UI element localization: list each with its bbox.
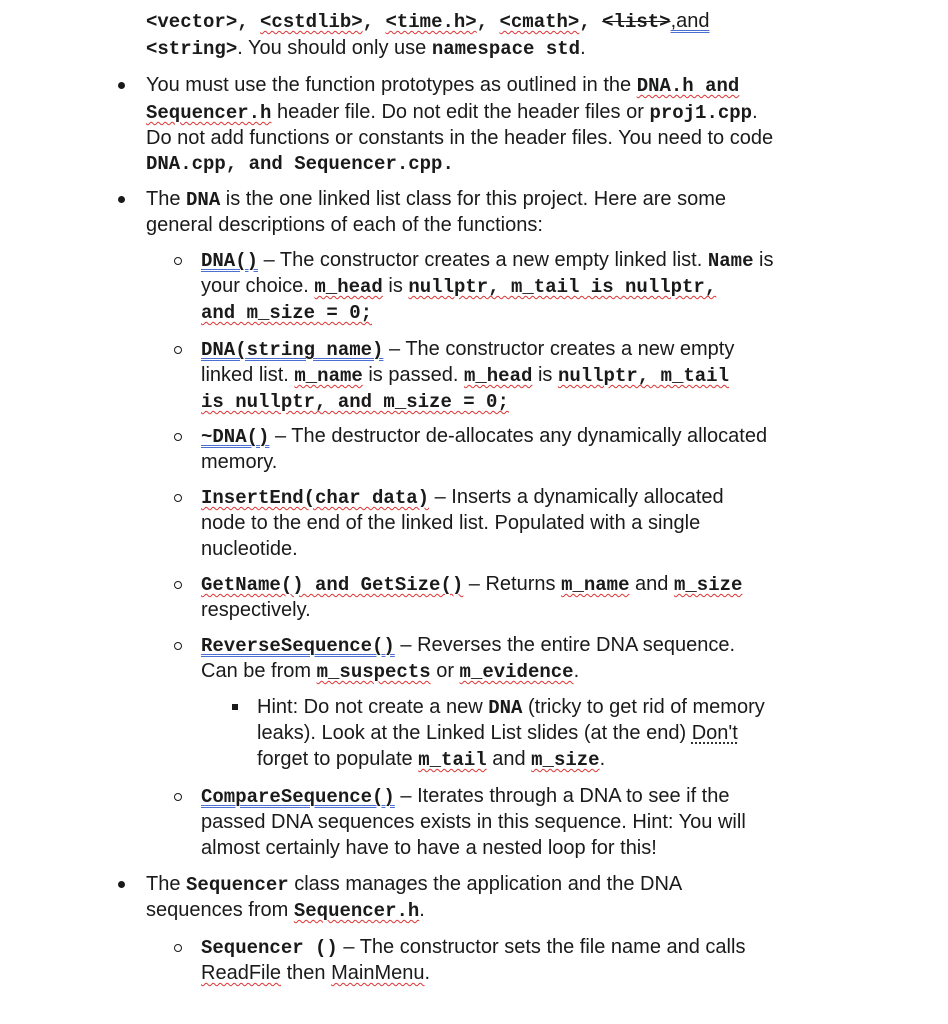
- text: .: [599, 748, 606, 770]
- code-name: Name: [707, 250, 754, 272]
- word-and: and: [676, 10, 710, 32]
- code-cstdlib: <cstdlib>: [260, 11, 363, 33]
- code-namespace-std: namespace std: [431, 38, 581, 60]
- s4-line-2: [201, 510, 700, 536]
- text: header file. Do not edit the header files or: [271, 101, 650, 123]
- sep: ,: [476, 11, 500, 33]
- text: respectively.: [201, 599, 311, 621]
- b3-line-2: [146, 897, 425, 923]
- s5-line-1: [201, 571, 742, 597]
- s6-line-2: [201, 658, 579, 684]
- sub-bullet-circle: [174, 581, 182, 589]
- word-readfile: ReadFile: [201, 962, 282, 984]
- code-sequencer: Sequencer: [186, 874, 289, 896]
- sub-bullet-circle: [174, 494, 182, 502]
- code-nullptr: nullptr, m_tail is nullptr,: [408, 276, 717, 298]
- h1-line-2: [257, 720, 738, 746]
- s7-line-2: [201, 809, 746, 835]
- text: or: [430, 660, 460, 682]
- text: – Iterates through a DNA to see if the: [394, 785, 730, 807]
- code-sequencer-h: Sequencer.h: [146, 102, 272, 124]
- text: forget to populate: [257, 748, 419, 770]
- b3-line-1: [146, 871, 682, 897]
- text: You must use the function prototypes as outlined in the: [146, 74, 637, 96]
- s1-line-3: [201, 299, 372, 325]
- text: – The constructor creates a new empty linked list.: [258, 249, 708, 271]
- intro-line-2: [146, 35, 586, 61]
- s5-line-2: [201, 597, 311, 623]
- code-dna: DNA: [186, 189, 221, 211]
- code-dna-h: DNA.h and: [636, 75, 740, 97]
- code-dna-ctor: DNA(): [201, 250, 259, 272]
- s7-line-1: [201, 783, 729, 809]
- s2-line-1: [201, 336, 734, 362]
- text: node to the end of the linked list. Populated with a single: [201, 512, 701, 534]
- code-string: <string>: [146, 38, 238, 60]
- bullet-dot: [118, 196, 125, 203]
- sub-sub-bullet-square: [232, 704, 238, 710]
- text: .: [573, 660, 580, 682]
- text: nucleotide.: [201, 538, 298, 560]
- text: your choice.: [201, 275, 315, 297]
- s3-line-2: [201, 449, 277, 475]
- word-mainmenu: MainMenu: [331, 962, 425, 984]
- code-nullptr-size: is nullptr, and m_size = 0;: [201, 391, 509, 413]
- s6-line-1: [201, 632, 735, 658]
- text: sequences from: [146, 899, 294, 921]
- code-compare-sequence: CompareSequence(): [201, 786, 395, 808]
- b1-line-4: [146, 150, 454, 176]
- sub-bullet-circle: [174, 793, 182, 801]
- s2-line-3: [201, 388, 509, 414]
- s1-line-1: [201, 247, 773, 273]
- code-cpp-files: DNA.cpp, and Sequencer.cpp.: [146, 153, 454, 175]
- code-time-h: <time.h>: [385, 11, 477, 33]
- s8-line-1: [201, 934, 745, 960]
- h1-line-1: [257, 694, 765, 720]
- s3-line-1: [201, 423, 767, 449]
- text: is passed.: [362, 364, 464, 386]
- sub-bullet-circle: [174, 257, 182, 265]
- h1-line-3: [257, 746, 605, 772]
- code-dna: DNA: [488, 697, 523, 719]
- sub-bullet-circle: [174, 944, 182, 952]
- text: .: [752, 101, 758, 123]
- code-list-struck: <list>: [602, 11, 671, 33]
- text: passed DNA sequences exists in this sequence. Hint: You will: [201, 811, 746, 833]
- s8-line-2: [201, 960, 430, 986]
- text: – The constructor sets the file name and calls: [337, 936, 746, 958]
- s4-line-1: [201, 484, 724, 510]
- code-sequencer-ctor: Sequencer (): [201, 937, 338, 959]
- b2-line-1: [146, 186, 726, 212]
- text: Can be from: [201, 660, 317, 682]
- text: – The constructor creates a new empty: [383, 338, 735, 360]
- text: – The destructor de-allocates any dynamically allocated: [269, 425, 768, 447]
- code-dna-dtor: ~DNA(): [201, 426, 270, 448]
- code-getters: GetName() and GetSize(): [201, 574, 464, 596]
- sep: ,: [237, 11, 261, 33]
- text: Hint: Do not create a new: [257, 696, 489, 718]
- code-dna-name-ctor: DNA(string name): [201, 339, 384, 361]
- text: then: [281, 962, 332, 984]
- b1-line-1: [146, 72, 739, 98]
- code-proj1-cpp: proj1.cpp: [649, 102, 753, 124]
- code-m-name: m_name: [294, 365, 363, 387]
- text: .: [424, 962, 431, 984]
- code-m-size: m_size: [531, 749, 600, 771]
- sub-bullet-circle: [174, 346, 182, 354]
- text: – Returns: [463, 573, 562, 595]
- code-m-head: m_head: [463, 365, 533, 387]
- text: linked list.: [201, 364, 295, 386]
- code-sequencer-h: Sequencer.h: [293, 900, 420, 922]
- text: leaks). Look at the Linked List slides (at the end): [257, 722, 692, 744]
- code-m-tail: m_tail: [418, 749, 487, 771]
- text: (tricky to get rid of memory: [522, 696, 765, 718]
- text: is: [753, 249, 774, 271]
- text: and: [629, 573, 674, 595]
- code-cmath: <cmath>: [499, 11, 580, 33]
- code-m-head: m_head: [314, 276, 383, 298]
- text: .: [580, 37, 586, 59]
- text: is the one linked list class for this project. Here are some: [220, 188, 727, 210]
- code-m-name: m_name: [561, 574, 630, 596]
- text: almost certainly have to have a nested loop for this!: [201, 837, 657, 859]
- bullet-dot: [118, 82, 125, 89]
- code-reverse-sequence: ReverseSequence(): [201, 635, 395, 657]
- text: general descriptions of each of the functions:: [146, 214, 543, 236]
- code-vector: <vector>: [146, 11, 238, 33]
- sub-bullet-circle: [174, 433, 182, 441]
- sep: ,: [670, 10, 677, 32]
- text: – Reverses the entire DNA sequence.: [394, 634, 736, 656]
- text: is: [382, 275, 409, 297]
- code-m-suspects: m_suspects: [316, 661, 431, 683]
- s2-line-2: [201, 362, 729, 388]
- text: .: [419, 899, 425, 921]
- code-insert-end: InsertEnd(char data): [201, 487, 430, 509]
- s7-line-3: [201, 835, 657, 861]
- sep: ,: [579, 11, 603, 33]
- text: The: [146, 873, 187, 895]
- text: Do not add functions or constants in the header files. You need to code: [146, 127, 774, 149]
- code-nullptr: nullptr, m_tail: [557, 365, 729, 387]
- word-dont: Don't: [691, 722, 738, 744]
- text: . You should only use: [237, 37, 432, 59]
- text: The: [146, 188, 187, 210]
- text: class manages the application and the DNA: [288, 873, 683, 895]
- s4-line-3: [201, 536, 298, 562]
- b1-line-3: [146, 125, 773, 151]
- text: and: [486, 748, 532, 770]
- text: memory.: [201, 451, 278, 473]
- code-m-size: and m_size = 0;: [201, 302, 373, 324]
- sub-bullet-circle: [174, 642, 182, 650]
- b2-line-2: [146, 212, 543, 238]
- text: – Inserts a dynamically allocated: [429, 486, 724, 508]
- bullet-dot: [118, 881, 125, 888]
- sep: ,: [362, 11, 386, 33]
- code-m-size: m_size: [673, 574, 743, 596]
- text: is: [532, 364, 558, 386]
- intro-line-1: [146, 8, 710, 34]
- code-m-evidence: m_evidence: [459, 661, 574, 683]
- b1-line-2: [146, 99, 758, 125]
- s1-line-2: [201, 273, 716, 299]
